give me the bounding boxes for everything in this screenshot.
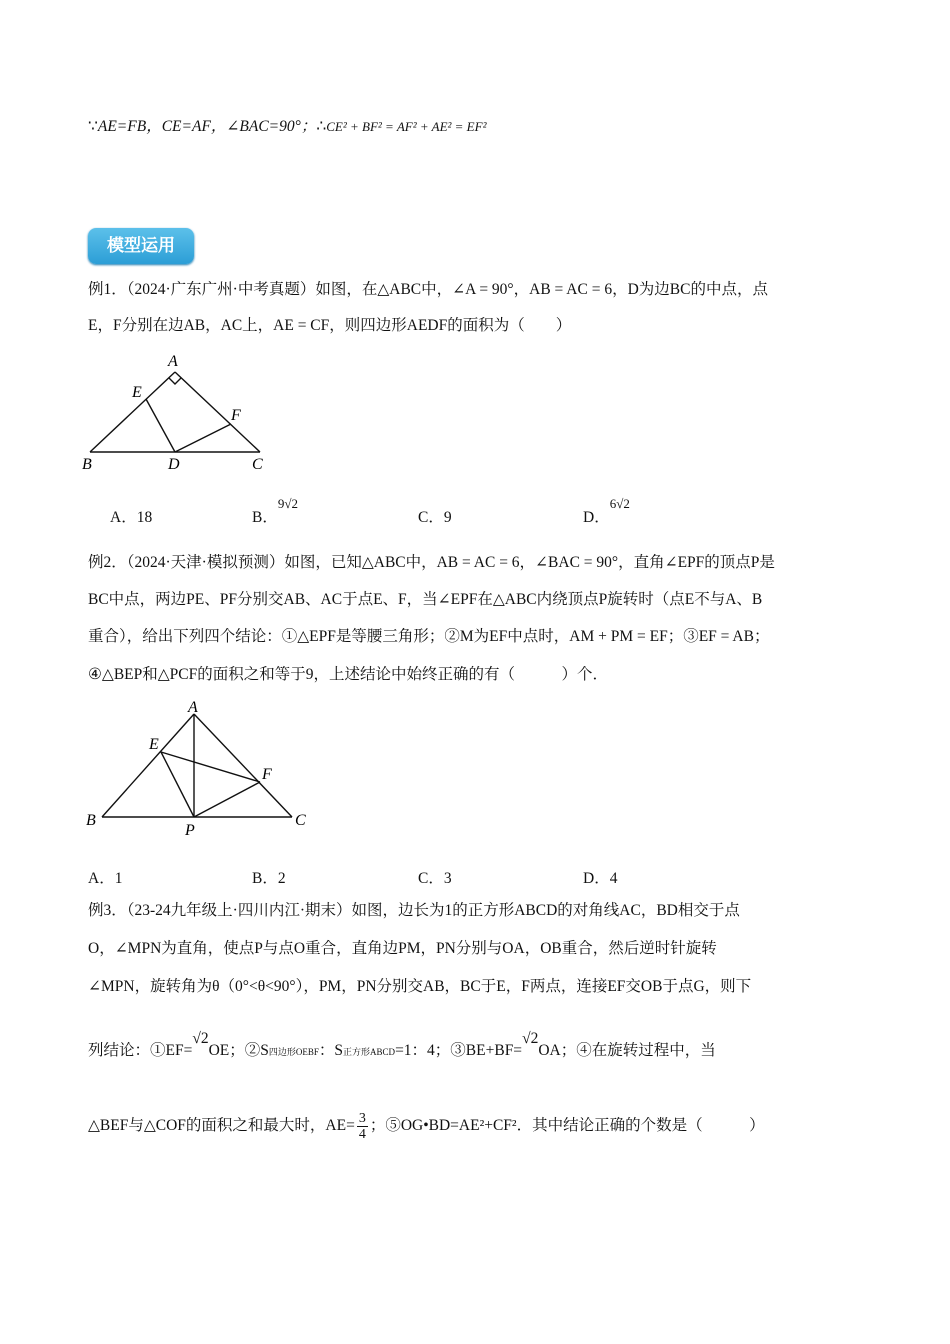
sqrt2-value-2: √2	[522, 1030, 539, 1047]
example2-option-a[interactable]: A．1	[88, 870, 123, 887]
ratio-separator: ：S	[318, 1042, 344, 1059]
section-badge: 模型运用	[88, 228, 194, 264]
option-b-value: 9√2	[277, 496, 298, 511]
therefore-symbol: ∴	[316, 118, 327, 135]
subscript-quadrilateral: 四边形OEBF	[268, 1047, 319, 1057]
label-d: D	[168, 456, 180, 473]
label-e: E	[132, 384, 142, 401]
example1-option-d[interactable]	[583, 496, 630, 527]
side-ac	[175, 372, 260, 452]
example1-line1: 例1．（2024·广东广州·中考真题）如图，在△ABC中，∠A = 90°，AB = AC = 6，D为边BC的中点，点	[88, 281, 768, 298]
example3-line3: ∠MPN，旋转角为θ（0°<θ<90°），PM，PN分别交AB，BC于E，F两点，连接EF交OB于点G，则下	[88, 978, 752, 995]
label-f: F	[262, 766, 272, 783]
label-f: F	[231, 407, 241, 424]
example3-line2: O，∠MPN为直角，使点P与点O重合，直角边PM，PN分别与OA，OB重合，然后逆时针旋转	[88, 940, 717, 957]
option-d-value: 6√2	[609, 496, 630, 511]
segment-de	[146, 399, 175, 452]
example2-line3: 重合），给出下列四个结论：①△EPF是等腰三角形；②M为EF中点时，AM + PM = EF；③EF = AB；	[88, 628, 770, 645]
segment-df	[175, 424, 231, 452]
subscript-square: 正方形ABCD	[343, 1047, 396, 1057]
fraction-three-quarters	[357, 1111, 368, 1142]
example2-option-c[interactable]: C．3	[418, 870, 452, 887]
example2-figure	[80, 696, 320, 841]
option-b-label: B．	[252, 509, 278, 526]
conclusion-4-start: OA；④在旋转过程中，当	[538, 1042, 716, 1059]
label-a: A	[188, 699, 198, 716]
example3-line5	[88, 1110, 765, 1142]
segment-pf	[194, 782, 260, 817]
top-formula-line	[88, 117, 486, 137]
conclusion-4-text: △BEF与△COF的面积之和最大时，AE=	[88, 1117, 355, 1134]
label-b: B	[86, 812, 96, 829]
example2-line2: BC中点，两边PE、PF分别交AB、AC于点E、F，当∠EPF在△ABC内绕顶点P旋转时（点E不与A、B	[88, 591, 763, 608]
fraction-numerator: 3	[358, 1110, 366, 1126]
example1-option-c[interactable]: C．9	[418, 509, 452, 526]
side-ac	[194, 714, 292, 817]
example2-option-b[interactable]: B．2	[252, 870, 286, 887]
label-b: B	[82, 456, 92, 473]
conditions-text: AE=FB，CE=AF，∠BAC=90°；	[97, 118, 317, 135]
label-p: P	[185, 822, 195, 839]
fraction-denominator: 4	[358, 1126, 366, 1142]
segment-pe	[161, 752, 194, 817]
example3-line4	[88, 1030, 716, 1062]
example1-line2: E，F分别在边AB，AC上，AE = CF，则四边形AEDF的面积为（ ）	[88, 317, 572, 334]
label-c: C	[295, 812, 306, 829]
conclusion-2-start: OE；②S	[208, 1042, 269, 1059]
sqrt2-value-1: √2	[192, 1030, 209, 1047]
example3-line1: 例3．（23-24九年级上·四川内江·期末）如图，边长为1的正方形ABCD的对角线AC，BD相交于点	[88, 902, 740, 919]
label-e: E	[149, 736, 159, 753]
label-a: A	[168, 353, 178, 370]
example1-option-b[interactable]	[252, 496, 298, 527]
label-c: C	[252, 456, 263, 473]
because-symbol: ∵	[88, 118, 98, 135]
example1-option-a[interactable]: A．18	[110, 509, 153, 526]
conclusion-5-text: ；⑤OG•BD=AE²+CF²．其中结论正确的个数是（ ）	[369, 1117, 765, 1134]
conclusion-3-start: =1：4；③BE+BF=	[395, 1042, 523, 1059]
example2-option-d[interactable]: D．4	[583, 870, 618, 887]
example1-figure	[80, 348, 280, 473]
pythagoras-formula: CE² + BF² = AF² + AE² = EF²	[326, 119, 487, 134]
right-angle-mark	[169, 378, 181, 384]
side-ab	[102, 714, 194, 817]
conclusion-1-start: 列结论：①EF=	[88, 1042, 193, 1059]
option-d-label: D．	[583, 509, 610, 526]
example2-line1: 例2．（2024·天津·模拟预测）如图，已知△ABC中，AB = AC = 6，∠BAC = 90°，直角∠EPF的顶点P是	[88, 554, 775, 571]
example2-line4: ④△BEP和△PCF的面积之和等于9，上述结论中始终正确的有（ ）个．	[88, 666, 608, 683]
